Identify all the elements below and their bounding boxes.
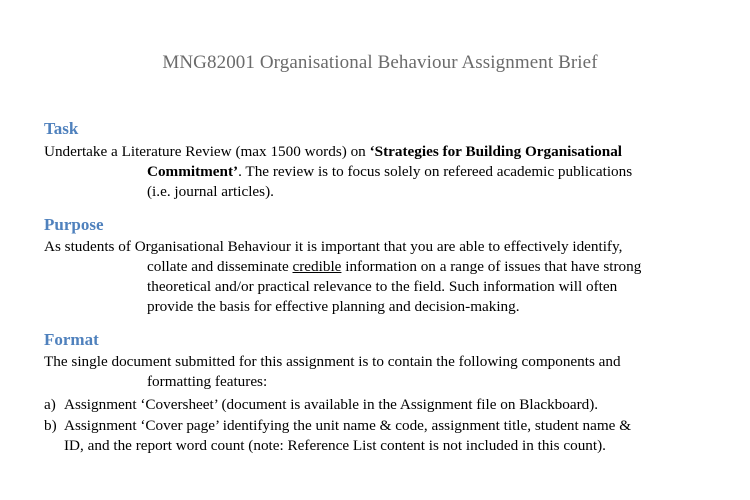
task-topic-bold-1: ‘Strategies for Building Organisational (369, 143, 623, 160)
purpose-line-2 (147, 258, 641, 276)
format-heading: Format (44, 330, 99, 349)
format-line-1: The single document submitted for this assignment is to contain the following components and (44, 353, 621, 370)
purpose-line-3: theoretical and/or practical relevance to the field. Such information will often (147, 278, 618, 295)
format-item-a-marker: a) (44, 396, 56, 413)
format-line-2: formatting features: (147, 373, 268, 390)
format-item-b-marker: b) (44, 417, 57, 434)
purpose-line-4: provide the basis for effective planning and decision-making. (147, 298, 520, 315)
purpose-line-1: As students of Organisational Behaviour it is important that you are able to effectively identify, (44, 238, 623, 255)
task-line-1 (44, 143, 622, 161)
task-line-2-rest: . The review is to focus solely on refereed academic publications (238, 163, 633, 180)
purpose-heading: Purpose (44, 215, 104, 234)
task-topic-bold-2: Commitment’ (147, 163, 239, 180)
task-heading: Task (44, 119, 79, 138)
format-item-a-text: Assignment ‘Coversheet’ (document is available in the Assignment file on Blackboard). (64, 396, 599, 413)
document-title: MNG82001 Organisational Behaviour Assignment Brief (162, 52, 598, 73)
task-line-2 (147, 163, 632, 181)
format-item-b-text-1: Assignment ‘Cover page’ identifying the unit name & code, assignment title, student name & (64, 417, 632, 434)
purpose-line-2-suffix: information on a range of issues that have strong (341, 258, 642, 275)
purpose-line-2-prefix: collate and disseminate (147, 258, 293, 275)
task-line-3: (i.e. journal articles). (147, 183, 274, 200)
credible-underlined-word: credible (292, 258, 342, 275)
format-item-b-text-2: ID, and the report word count (note: Reference List content is not included in this count). (64, 437, 606, 454)
task-line-1-prefix: Undertake a Literature Review (max 1500 words) on (44, 143, 370, 160)
